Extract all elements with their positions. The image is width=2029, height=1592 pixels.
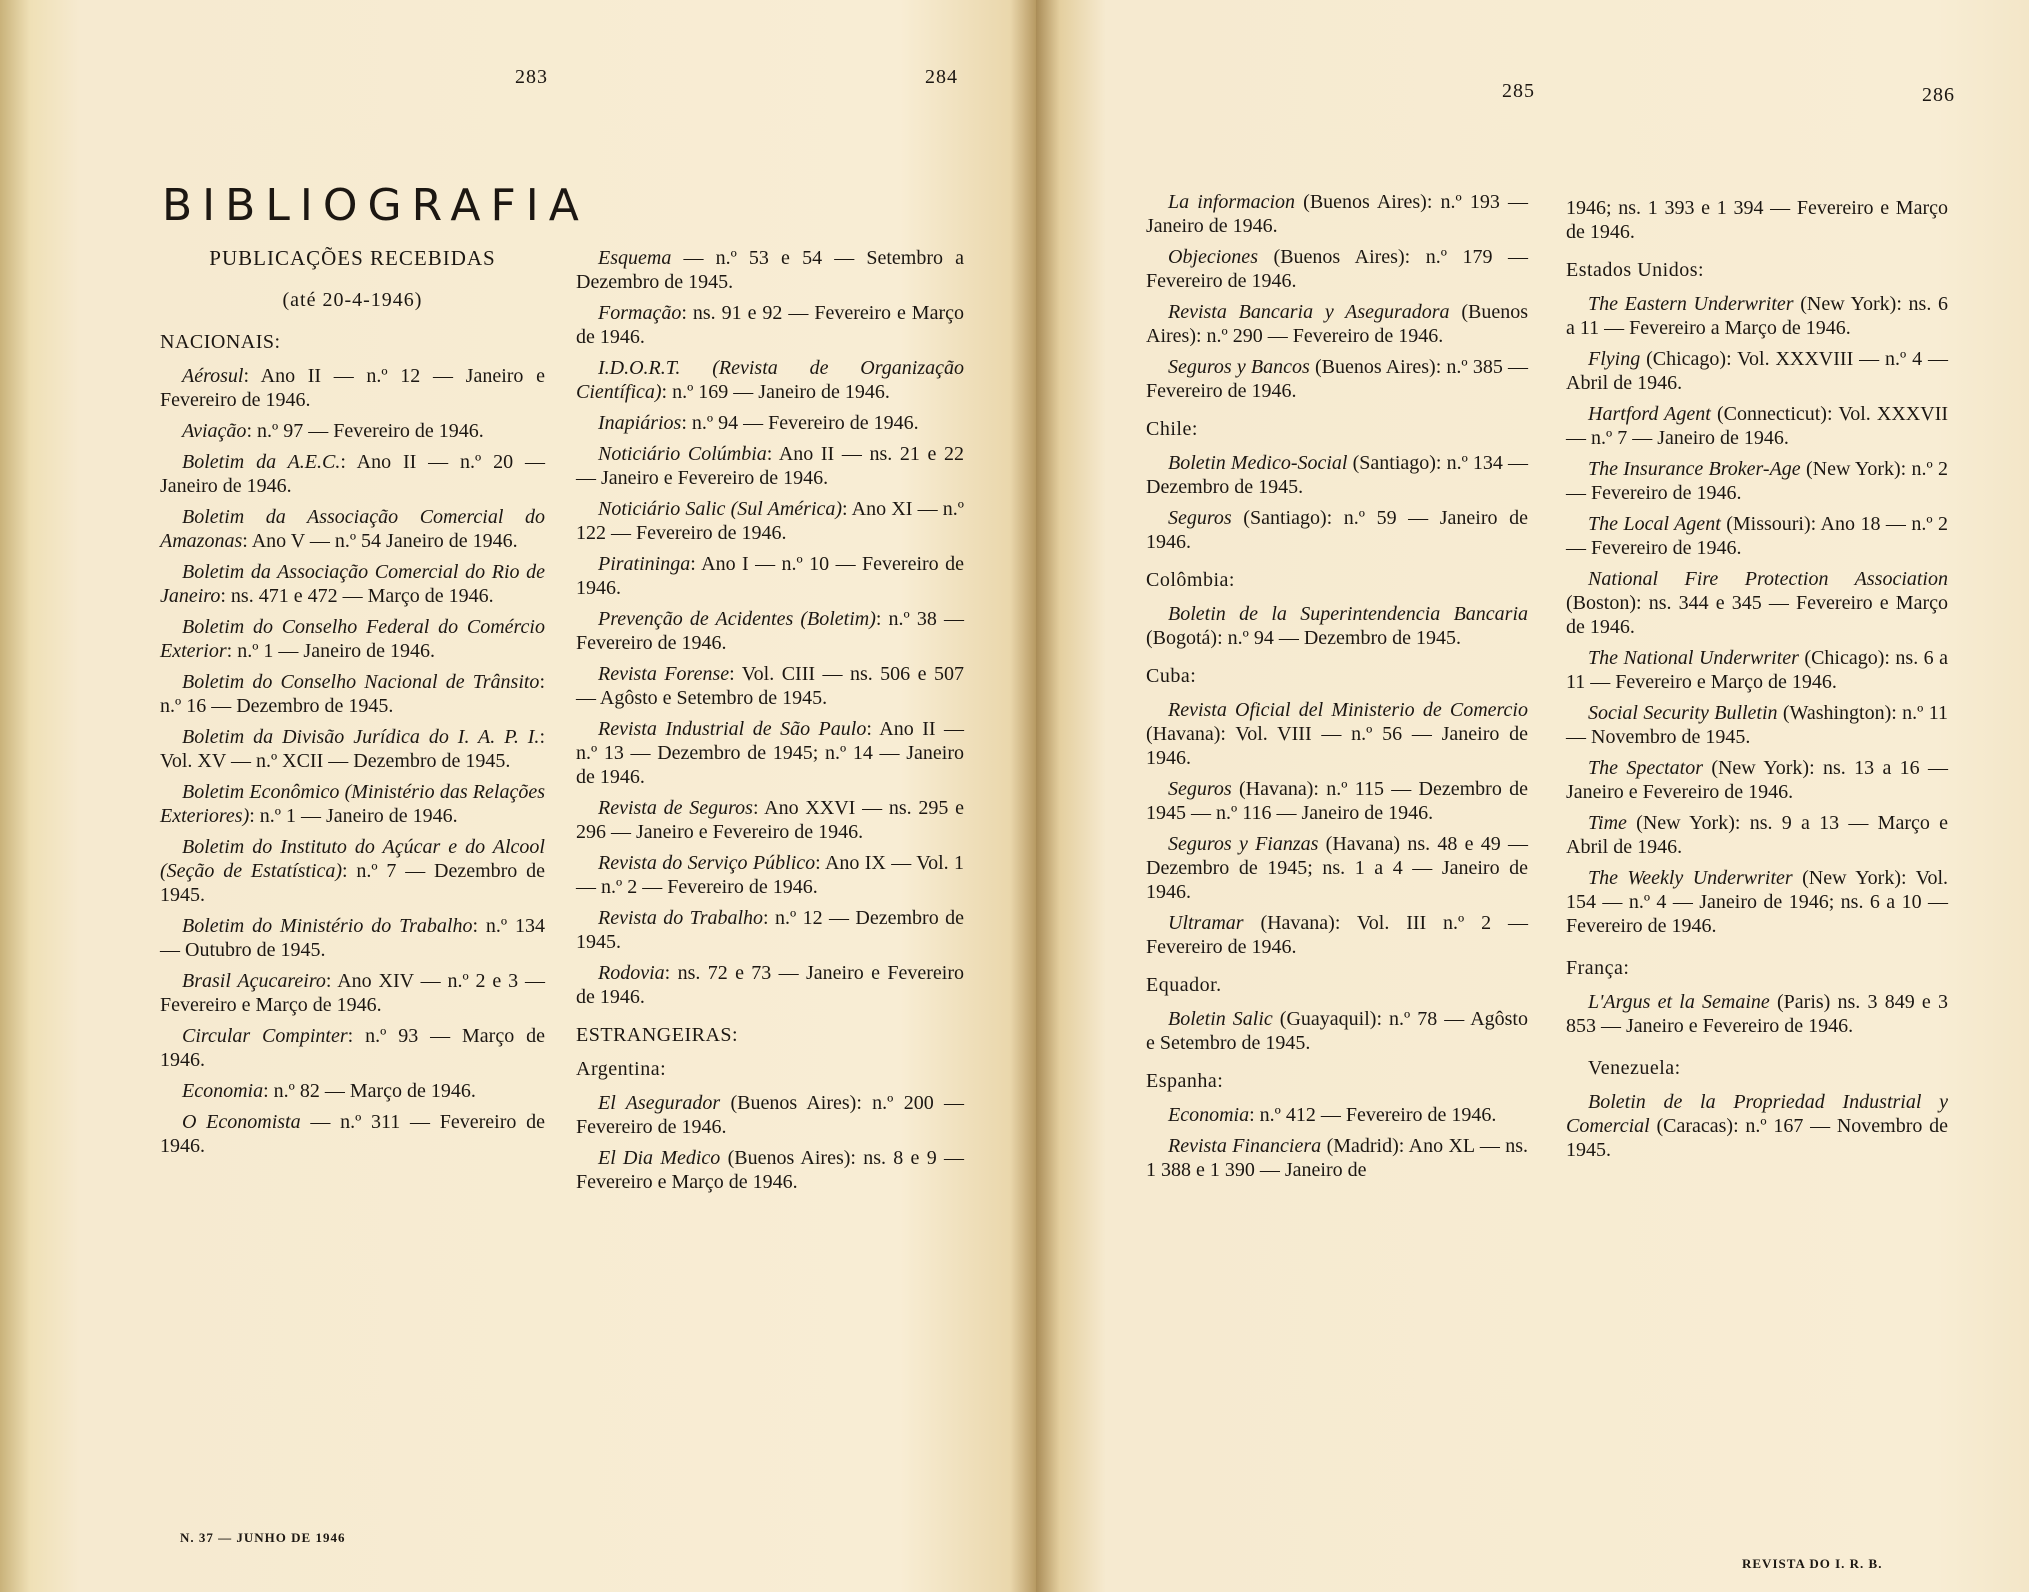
bibliography-entry	[160, 670, 545, 718]
publication-title: Revista Bancaria y Aseguradora	[1168, 301, 1450, 323]
publication-title: Economia	[1168, 1104, 1250, 1126]
bibliography-entry	[160, 1024, 545, 1072]
publication-details: (Buenos Aires): n.º 179 — Fevereiro de 1946.	[1146, 246, 1528, 292]
publication-details: : Vol. XV — n.º XCII — Dezembro de 1945.	[160, 726, 545, 772]
publication-title: Prevenção de Acidentes (Boletim)	[598, 608, 876, 630]
bibliography-entry	[1146, 698, 1528, 770]
bibliography-entry	[160, 969, 545, 1017]
bibliography-entry	[160, 835, 545, 907]
publication-title: Boletim da Associação Comercial do Rio de Janeiro	[160, 561, 545, 607]
publication-details: (Havana): n.º 115 — Dezembro de 1945 — n.º 116 — Janeiro de 1946.	[1146, 778, 1528, 824]
publication-title: Boletim do Conselho Nacional de Trânsito	[182, 671, 540, 693]
publication-title: Boletim da A.E.C.	[182, 451, 341, 473]
bibliography-entry	[160, 419, 545, 443]
publication-details: : ns. 72 e 73 — Janeiro e Fevereiro de 1946.	[576, 962, 964, 1008]
publication-title: El Dia Medico	[598, 1147, 721, 1169]
publication-details: (New York): ns. 13 a 16 — Janeiro e Fevereiro de 1946.	[1566, 757, 1948, 803]
publication-title: Flying	[1588, 348, 1641, 370]
bibliography-entry	[160, 780, 545, 828]
bibliography-entry	[1146, 1103, 1528, 1127]
publication-title: Inapiários	[598, 412, 682, 434]
country-heading-espanha: Espanha:	[1146, 1070, 1224, 1092]
bibliography-entry	[1146, 1007, 1528, 1055]
footer-journal: REVISTA DO I. R. B.	[1742, 1556, 1883, 1571]
bibliography-entry	[576, 906, 964, 954]
bibliography-entry	[1566, 866, 1948, 938]
publication-details: : Ano II — n.º 12 — Janeiro e Fevereiro de 1946.	[160, 365, 545, 411]
continued-entry: 1946; ns. 1 393 e 1 394 — Fevereiro e Março de 1946.	[1566, 197, 1948, 243]
publication-title: Time	[1588, 812, 1627, 834]
publication-details: (Missouri): Ano 18 — n.º 2 — Fevereiro de 1946.	[1566, 513, 1948, 559]
publication-title: Revista do Serviço Público	[598, 852, 816, 874]
bibliography-entry	[1146, 602, 1528, 650]
publication-title: The Spectator	[1588, 757, 1703, 779]
publication-title: The National Underwriter	[1588, 647, 1799, 669]
bibliography-entry	[1566, 347, 1948, 395]
bibliography-entry	[160, 560, 545, 608]
publication-title: Revista Oficial del Ministerio de Comercio	[1168, 699, 1528, 721]
bibliography-entry	[576, 497, 964, 545]
publication-details: (Buenos Aires): n.º 193 — Janeiro de 1946.	[1146, 191, 1528, 237]
bibliography-entry	[160, 450, 545, 498]
bibliography-entry	[160, 1110, 545, 1158]
publication-title: Aviação	[182, 420, 247, 442]
publication-title: Revista Forense	[598, 663, 730, 685]
bibliography-entry	[1146, 300, 1528, 348]
publication-details: : ns. 471 e 472 — Março de 1946.	[220, 585, 494, 607]
publication-title: Boletim do Ministério do Trabalho	[182, 915, 473, 937]
publication-title: Noticiário Salic (Sul América)	[598, 498, 843, 520]
publication-details: : Ano XXVI — ns. 295 e 296 — Janeiro e Fevereiro de 1946.	[576, 797, 964, 843]
bibliography-entry	[160, 1079, 545, 1103]
publication-details: : Ano V — n.º 54 Janeiro de 1946.	[242, 530, 518, 552]
bibliography-entry	[160, 725, 545, 773]
publication-details: (Santiago): n.º 134 — Dezembro de 1945.	[1146, 452, 1528, 498]
bibliography-entry	[160, 364, 545, 412]
publication-title: Rodovia	[598, 962, 665, 984]
page-number-283: 283	[515, 66, 548, 88]
entry-list	[1146, 1103, 1528, 1182]
publication-details: : n.º 7 — Dezembro de 1945.	[160, 860, 545, 906]
publication-title: Hartford Agent	[1588, 403, 1711, 425]
bibliography-entry	[1566, 457, 1948, 505]
entry-list	[1566, 1090, 1948, 1162]
publication-title: Circular Compinter	[182, 1025, 348, 1047]
entry-list	[1566, 990, 1948, 1038]
publication-details: (Chicago): Vol. XXXVIII — n.º 4 — Abril de 1946.	[1566, 348, 1948, 394]
bibliography-entry	[1566, 567, 1948, 639]
publication-details: : Ano II — ns. 21 e 22 — Janeiro e Fevereiro de 1946.	[576, 443, 964, 489]
publication-details: : Ano I — n.º 10 — Fevereiro de 1946.	[576, 553, 964, 599]
publication-details: (Madrid): Ano XL — ns. 1 388 e 1 390 — Janeiro de	[1146, 1135, 1529, 1181]
publication-details: (Havana): Vol. VIII — n.º 56 — Janeiro de 1946.	[1146, 723, 1528, 769]
publication-details: : Ano XI — n.º 122 — Fevereiro de 1946.	[576, 498, 964, 544]
publication-details: : n.º 16 — Dezembro de 1945.	[160, 671, 545, 717]
publication-title: Esquema	[598, 247, 672, 269]
publication-title: Seguros y Bancos	[1168, 356, 1310, 378]
publication-title: Social Security Bulletin	[1588, 702, 1778, 724]
publication-title: Revista Financiera	[1168, 1135, 1322, 1157]
publication-details: : n.º 134 — Outubro de 1945.	[160, 915, 545, 961]
publication-title: Seguros	[1168, 507, 1232, 529]
publication-title: Boletim Econômico (Ministério das Relações Exteriores)	[160, 781, 545, 827]
publication-title: Revista Industrial de São Paulo	[598, 718, 867, 740]
publication-details: : n.º 94 — Fevereiro de 1946.	[681, 412, 919, 434]
entry-list	[1566, 292, 1948, 938]
entry-list	[1146, 1007, 1528, 1055]
country-heading-equador: Equador.	[1146, 974, 1222, 996]
bibliography-entry	[160, 615, 545, 663]
publication-title: La informacion	[1168, 191, 1296, 213]
page-number-285: 285	[1502, 80, 1535, 102]
publication-details: (Chicago): ns. 6 a 11 — Fevereiro e Março de 1946.	[1566, 647, 1949, 693]
bibliography-entry	[1566, 756, 1948, 804]
bibliography-entry	[1566, 701, 1948, 749]
publication-title: The Local Agent	[1588, 513, 1721, 535]
bibliography-entry	[1566, 646, 1948, 694]
publication-details: : ns. 91 e 92 — Fevereiro e Março de 1946.	[576, 302, 964, 348]
column-3	[1146, 190, 1528, 1189]
bibliography-entry	[576, 1091, 964, 1139]
publication-title: Boletin de la Propriedad Industrial y Comercial	[1566, 1091, 1948, 1137]
publication-details: (Paris) ns. 3 849 e 3 853 — Janeiro e Fevereiro de 1946.	[1566, 991, 1948, 1037]
column-2	[576, 246, 964, 1201]
publication-title: Seguros	[1168, 778, 1232, 800]
bibliography-entry	[1566, 990, 1948, 1038]
publication-details: (New York): ns. 6 a 11 — Fevereiro a Março de 1946.	[1566, 293, 1948, 339]
entry-list	[1146, 190, 1528, 403]
entry-list	[576, 1091, 964, 1194]
publication-details: (Washington): n.º 11 — Novembro de 1945.	[1566, 702, 1948, 748]
bibliography-entry	[576, 411, 964, 435]
bibliography-entry	[1566, 1090, 1948, 1162]
bibliography-entry	[576, 851, 964, 899]
section-heading-nacionais: NACIONAIS:	[160, 331, 281, 353]
page-number-286: 286	[1922, 84, 1955, 106]
publication-title: The Weekly Underwriter	[1588, 867, 1793, 889]
country-heading-colombia: Colômbia:	[1146, 569, 1235, 591]
bibliography-entry	[576, 552, 964, 600]
bibliography-entry	[160, 914, 545, 962]
section-subtitle: PUBLICAÇÕES RECEBIDAS	[209, 246, 496, 270]
bibliography-entry	[1146, 832, 1528, 904]
bibliography-entry	[576, 301, 964, 349]
publication-details: (Caracas): n.º 167 — Novembro de 1945.	[1566, 1115, 1948, 1161]
bibliography-entry	[576, 356, 964, 404]
publication-title: Objeciones	[1168, 246, 1258, 268]
country-heading-venezuela: Venezuela:	[1588, 1057, 1681, 1079]
bibliography-entry	[576, 796, 964, 844]
bibliography-entry	[1146, 245, 1528, 293]
column-4	[1566, 196, 1948, 1169]
bibliography-entry	[160, 505, 545, 553]
country-heading-estados-unidos: Estados Unidos:	[1566, 259, 1705, 281]
publication-details: (Santiago): n.º 59 — Janeiro de 1946.	[1146, 507, 1528, 553]
publication-title: Seguros y Fianzas	[1168, 833, 1319, 855]
publication-title: Boletim do Instituto do Açúcar e do Alcool (Seção de Estatística)	[160, 836, 545, 882]
publication-details: : n.º 93 — Março de 1946.	[160, 1025, 545, 1071]
bibliography-entry	[1566, 292, 1948, 340]
publication-details: : Ano II — n.º 13 — Dezembro de 1945; n.º 14 — Janeiro de 1946.	[576, 718, 965, 788]
publication-title: Formação	[598, 302, 682, 324]
publication-title: O Economista	[182, 1111, 301, 1133]
bibliography-entry	[1146, 911, 1528, 959]
bibliography-entry	[576, 246, 964, 294]
publication-details: (New York): Vol. 154 — n.º 4 — Janeiro de 1946; ns. 6 a 10 — Fevereiro de 1946.	[1566, 867, 1949, 937]
country-heading-cuba: Cuba:	[1146, 665, 1197, 687]
bibliography-entry	[1146, 451, 1528, 499]
bibliography-entry	[576, 607, 964, 655]
publication-title: Brasil Açucareiro	[182, 970, 326, 992]
publication-title: National Fire Protection Association	[1588, 568, 1948, 590]
publication-details: (New York): n.º 2 — Fevereiro de 1946.	[1566, 458, 1948, 504]
publication-title: I.D.O.R.T. (Revista de Organização Científica)	[576, 357, 964, 403]
publication-title: Noticiário Colúmbia	[598, 443, 767, 465]
publication-details: (Havana) ns. 48 e 49 — Dezembro de 1945; ns. 1 a 4 — Janeiro de 1946.	[1146, 833, 1528, 903]
bibliography-entry	[1146, 1134, 1528, 1182]
publication-details: : n.º 169 — Janeiro de 1946.	[661, 381, 890, 403]
publication-title: The Eastern Underwriter	[1588, 293, 1794, 315]
bibliography-entry	[576, 442, 964, 490]
page-title: BIBLIOGRAFIA	[162, 180, 589, 231]
publication-title: Revista de Seguros	[598, 797, 753, 819]
publication-details: (New York): ns. 9 a 13 — Março e Abril de 1946.	[1566, 812, 1948, 858]
section-heading-estrangeiras: ESTRANGEIRAS:	[576, 1024, 739, 1046]
page-number-284: 284	[925, 66, 958, 88]
publication-title: Boletim da Divisão Jurídica do I. A. P. I.	[182, 726, 540, 748]
right-page	[1036, 0, 2029, 1592]
publication-details: — n.º 53 e 54 — Setembro a Dezembro de 1945.	[576, 247, 964, 293]
bibliography-entry	[1146, 355, 1528, 403]
publication-details: : Ano IX — Vol. 1 — n.º 2 — Fevereiro de 1946.	[576, 852, 965, 898]
publication-title: Boletin Medico-Social	[1168, 452, 1348, 474]
country-heading-argentina: Argentina:	[576, 1058, 667, 1080]
publication-title: Boletin de la Superintendencia Bancaria	[1168, 603, 1528, 625]
country-heading-chile: Chile:	[1146, 418, 1198, 440]
footer-issue: N. 37 — JUNHO DE 1946	[180, 1530, 346, 1545]
publication-details: (Boston): ns. 344 e 345 — Fevereiro e Março de 1946.	[1566, 592, 1948, 638]
publication-details: : Vol. CIII — ns. 506 e 507 — Agôsto e Setembro de 1945.	[576, 663, 964, 709]
entry-list	[1146, 451, 1528, 554]
publication-details: : n.º 82 — Março de 1946.	[263, 1080, 476, 1102]
bibliography-entry	[576, 1146, 964, 1194]
publication-title: Boletin Salic	[1168, 1008, 1273, 1030]
publication-title: L'Argus et la Semaine	[1588, 991, 1770, 1013]
publication-details: (Buenos Aires): n.º 200 — Fevereiro de 1946.	[576, 1092, 965, 1138]
bibliography-entry	[1146, 190, 1528, 238]
publication-details: — n.º 311 — Fevereiro de 1946.	[160, 1111, 545, 1157]
publication-title: Boletim do Conselho Federal do Comércio Exterior	[160, 616, 545, 662]
publication-details: : n.º 38 — Fevereiro de 1946.	[576, 608, 964, 654]
publication-title: Aérosul	[182, 365, 244, 387]
publication-details: (Buenos Aires): n.º 385 — Fevereiro de 1946.	[1146, 356, 1528, 402]
publication-title: Piratininga	[598, 553, 691, 575]
entry-list	[160, 364, 545, 1158]
publication-details: (Havana): Vol. III n.º 2 — Fevereiro de 1946.	[1146, 912, 1528, 958]
publication-details: (Buenos Aires): ns. 8 e 9 — Fevereiro e Março de 1946.	[576, 1147, 964, 1193]
date-note: (até 20-4-1946)	[282, 289, 423, 311]
publication-details: : n.º 1 — Janeiro de 1946.	[249, 805, 458, 827]
bibliography-entry	[576, 961, 964, 1009]
bibliography-entry	[1146, 506, 1528, 554]
bibliography-entry	[1566, 402, 1948, 450]
publication-details: (Bogotá): n.º 94 — Dezembro de 1945.	[1146, 627, 1462, 649]
bibliography-entry	[576, 662, 964, 710]
publication-details: (Buenos Aires): n.º 290 — Fevereiro de 1946.	[1146, 301, 1528, 347]
bibliography-entry	[576, 717, 964, 789]
entry-list	[1146, 602, 1528, 650]
publication-details: : n.º 97 — Fevereiro de 1946.	[246, 420, 484, 442]
entry-list	[576, 246, 964, 1009]
publication-details: : n.º 412 — Fevereiro de 1946.	[1249, 1104, 1497, 1126]
publication-title: El Asegurador	[598, 1092, 721, 1114]
publication-details: : Ano II — n.º 20 — Janeiro de 1946.	[160, 451, 545, 497]
publication-title: Economia	[182, 1080, 264, 1102]
country-heading-franca: França:	[1566, 957, 1630, 979]
publication-details: : n.º 1 — Janeiro de 1946.	[226, 640, 436, 662]
publication-title: Ultramar	[1168, 912, 1244, 934]
publication-details: (Guayaquil): n.º 78 — Agôsto e Setembro de 1945.	[1146, 1008, 1528, 1054]
publication-details: : Ano XIV — n.º 2 e 3 — Fevereiro e Março de 1946.	[160, 970, 545, 1016]
publication-title: Revista do Trabalho	[598, 907, 764, 929]
bibliography-entry	[1566, 512, 1948, 560]
bibliography-entry	[1146, 777, 1528, 825]
publication-details: : n.º 12 — Dezembro de 1945.	[576, 907, 964, 953]
bibliography-entry	[1566, 811, 1948, 859]
publication-title: The Insurance Broker-Age	[1588, 458, 1801, 480]
column-1	[160, 246, 545, 1165]
publication-details: (Connecticut): Vol. XXXVII — n.º 7 — Janeiro de 1946.	[1566, 403, 1949, 449]
publication-title: Boletim da Associação Comercial do Amazonas	[160, 506, 545, 552]
entry-list	[1146, 698, 1528, 959]
